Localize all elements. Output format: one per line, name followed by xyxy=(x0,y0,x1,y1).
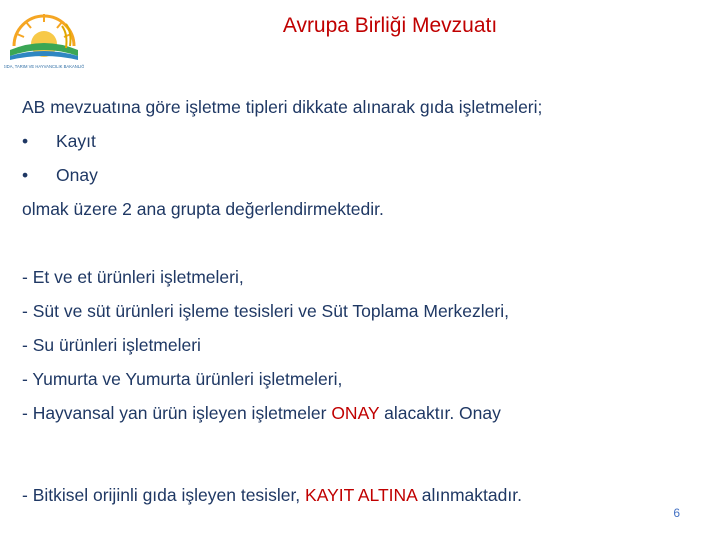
bullet-icon: • xyxy=(22,165,29,185)
onay-item-su: - Su ürünleri işletmeleri xyxy=(22,335,201,355)
kayit-suffix: alınmaktadır. xyxy=(416,485,522,505)
intro-line-1: AB mevzuatına göre işletme tipleri dikkate alınarak gıda işletmeleri; xyxy=(22,97,543,117)
onay-item-hayvansal xyxy=(22,396,712,430)
onay-prefix: - Hayvansal yan ürün işleyen işletmeler xyxy=(22,403,332,423)
onay-highlight: ONAY xyxy=(331,403,380,423)
kayit-item-bitkisel xyxy=(22,478,712,512)
spacer xyxy=(22,430,712,478)
bullet-label: Kayıt xyxy=(56,131,96,151)
page-title: Avrupa Birliği Mevzuatı xyxy=(282,14,498,37)
onay-item-et: - Et ve et ürünleri işletmeleri, xyxy=(22,267,244,287)
intro-line-2: olmak üzere 2 ana grupta değerlendirmektedir. xyxy=(22,199,384,219)
ministry-logo xyxy=(4,4,84,78)
bullet-item-onay xyxy=(22,158,712,192)
onay-suffix: alacaktır. Onay xyxy=(379,403,501,423)
onay-item-yumurta: - Yumurta ve Yumurta ürünleri işletmeleri, xyxy=(22,369,343,389)
onay-item-sut: - Süt ve süt ürünleri işleme tesisleri ve Süt Toplama Merkezleri, xyxy=(22,301,509,321)
bullet-item-kayit xyxy=(22,124,712,158)
bullet-icon: • xyxy=(22,131,29,151)
bullet-label: Onay xyxy=(56,165,98,185)
page-number: 6 xyxy=(673,506,680,520)
slide-body xyxy=(22,90,712,512)
kayit-prefix: - Bitkisel orijinli gıda işleyen tesisler, xyxy=(22,485,306,505)
logo-text: GIDA, TARIM VE HAYVANCILIK BAKANLIĞI xyxy=(4,64,84,69)
kayit-highlight: KAYIT ALTINA xyxy=(305,485,417,505)
spacer xyxy=(22,226,712,260)
ministry-logo-emblem xyxy=(4,4,84,78)
